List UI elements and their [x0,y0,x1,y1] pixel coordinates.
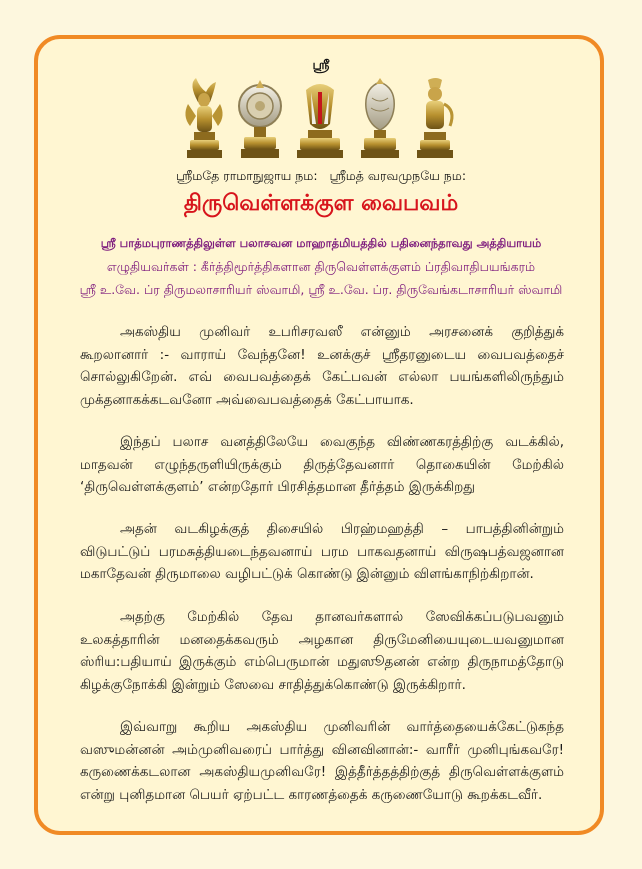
sri-heading: ஸ்ரீ [312,58,330,73]
page-title: திருவெள்ளக்குள வைபவம் [183,191,459,216]
conch-icon [361,78,399,158]
garuda-icon [185,78,222,158]
authors-line: எழுதியவர்கள் : கீர்த்திமூர்த்திகளான திருவெள்ளக்குளம் ப்ரதிவாதிபயங்கரம் [106,259,536,274]
namam-icon [297,84,343,158]
body-paragraph-5: இவ்வாறு கூறிய அகஸ்திய முனிவரின் வார்த்தையைக்கேட்டுகந்த வஸுமன்னன் அம்முனிவரைப் பார்த்து வினவினான்:- வாரீர் முனிபுங்கவரே! கருணைக்கடலான அகஸ்தியமுனிவரே! இத்தீர்த்தத்திற்குத் திருவெள்ளக்குளம் என்று புனிதமான பெயர் ஏற்பட்ட காரணத்தைக் கருணையோடு கூறக்கடவீர். [80,719,564,803]
authors-names-line: ஸ்ரீ உ.வே. ப்ர திருமலாசாரியர் ஸ்வாமி, ஸ்ரீ உ.வே. ப்ர. திருவேங்கடாசாரியர் ஸ்வாமி [79,282,563,297]
body-paragraph-2: இந்தப் பலாச வனத்திலேயே வைகுந்த விண்ணகரத்திற்கு வடக்கில், மாதவன் எழுந்தருளியிருக்கும் திருத்தேவனார் தொகையின் மேற்கில் ‘திருவெள்ளக்குளம்’ என்றதோர் பிரசித்தமான தீர்த்தம் இருக்கிறது [80,434,564,495]
body-paragraph-3: அதன் வடகிழக்குத் திசையில் பிரஹ்மஹத்தி – பாபத்தினின்றும் விடுபட்டுப் பரமசுத்தியடைந்தவனாய் பரம பாகவதனாய் விருஷபத்வஜனான மகாதேவன் திருமாலை வழிபட்டுக் கொண்டு இன்னும் விளங்காநிற்கிறான். [80,521,564,582]
source-chapter-line: ஸ்ரீ பாத்மபுராணத்திலுள்ள பலாசவன மாஹாத்மியத்தில் பதினைந்தாவது அத்தியாயம் [100,236,542,250]
invocation-line: ஸ்ரீமதே ராமாநுஜாய நம: ஸ்ரீமத் வரவமுநயே நம: [175,168,467,183]
body-paragraph-1: அகஸ்திய முனிவர் உபரிசரவஸீ என்னும் அரசனைக் குறித்துக் கூறலானார் :- வாராய் வேந்தனே! உனக்குச் ஸ்ரீதரனுடைய வைபவத்தைச் சொல்லுகிறேன். எவ் வைபவத்தைக் கேட்பவன் எல்லா பயங்களிலிருந்தும் முக்தனாகக்கடவனோ அவ்வைபவத்தைக் கேட்பாயாக. [80,324,564,408]
body-paragraph-4: அதற்கு மேற்கில் தேவ தானவர்களால் ஸேவிக்கப்படுபவனும் உலகத்தாரின் மனதைக்கவரும் அழகான திருமேனியையுடையவனுமான ஸ்ரிய:பதியாய் இருக்கும் எம்பெருமான் மதுஸூதனன் என்ற திருநாமத்தோடு கிழக்குநோக்கி இன்றும் ஸேவை சாதித்துக்கொண்டு இருக்கிறார். [80,609,564,693]
alwar-emblem-image [180,74,460,164]
hanuman-icon [417,78,453,158]
chakra-icon [239,80,281,158]
